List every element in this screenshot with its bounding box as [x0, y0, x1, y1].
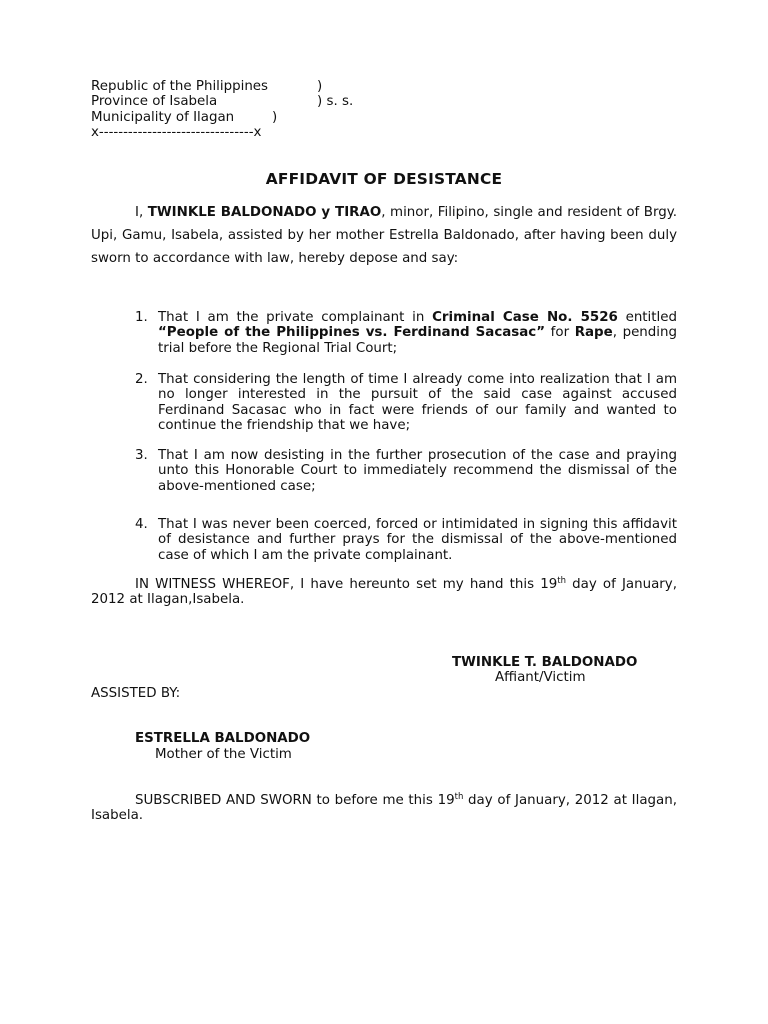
allegation-number: 4.: [135, 517, 148, 532]
venue-line-province: [91, 94, 354, 110]
witness-text: day of January, 2012 at Ilagan,Isabela.: [91, 577, 677, 608]
allegation-text: That I was never been coerced, forced or intimidated in signing this affidavit of desistance and further prays for the dismissal of the above-mentioned case of which I am the private complainant.: [158, 517, 677, 563]
allegation-text: That considering the length of time I already come into realization that I am no longer interested in the pursuit of the said case against accused Ferdinand Sacasac who in fact were friends of our family and wanted to continue the friendship that we have;: [158, 372, 677, 434]
venue-province-text: Province of Isabela: [91, 94, 218, 110]
mother-signature-name: ESTRELLA BALDONADO: [135, 731, 311, 746]
venue-republic-text: Republic of the Philippines: [91, 79, 269, 94]
venue-province-paren: ) s. s.: [317, 94, 354, 110]
intro-paragraph: [91, 201, 677, 271]
venue-line-republic: [91, 79, 323, 94]
intro-post: , minor, Filipino, single and resident of Brgy. Upi, Gamu, Isabela, assisted by her mother Estrella Baldonado, after having been duly sworn to accordance with law, hereby depose and say:: [91, 205, 677, 267]
allegation-number: 3.: [135, 448, 148, 463]
assisted-by-label: ASSISTED BY:: [91, 686, 181, 701]
jurat-text: SUBSCRIBED AND SWORN to before me this 19: [135, 793, 455, 808]
allegation-item-1: [135, 310, 677, 356]
allegation-item-3: [135, 448, 677, 494]
affiant-full-name: TWINKLE BALDONADO y TIRAO: [147, 205, 382, 220]
case-number: Criminal Case No. 5526: [432, 310, 618, 325]
witness-ordinal-suffix: th: [557, 576, 566, 586]
allegation-number: 1.: [135, 310, 148, 325]
intro-pre: I,: [135, 205, 148, 220]
affiant-signature-role: Affiant/Victim: [495, 670, 586, 685]
jurat-clause: [91, 793, 677, 824]
allegation-text-part: That I am the private complainant in: [158, 310, 433, 325]
witness-text: IN WITNESS WHEREOF, I have hereunto set my hand this 19: [135, 577, 558, 592]
venue-separator: x--------------------------------x: [91, 125, 262, 141]
venue-municipality-paren: ): [272, 109, 278, 125]
allegation-text: That I am now desisting in the further prosecution of the case and praying unto this Honorable Court to immediately recommend the dismissal of the above-mentioned case;: [158, 448, 677, 494]
case-title: “People of the Philippines vs. Ferdinand Sacasac”: [158, 325, 546, 341]
jurat-text: day of January, 2012 at Ilagan, Isabela.: [91, 793, 677, 824]
document-title: AFFIDAVIT OF DESISTANCE: [265, 170, 503, 188]
venue-municipality-text: Municipality of Ilagan: [91, 109, 235, 125]
allegation-item-4: [135, 517, 677, 563]
allegation-number: 2.: [135, 372, 148, 387]
allegation-text: [158, 310, 677, 356]
allegation-text-part: entitled: [617, 310, 677, 325]
witness-clause: [91, 577, 677, 608]
allegation-text-part: , pending trial before the Regional Trial Court;: [158, 325, 677, 356]
venue-line-municipality: [91, 109, 278, 125]
allegation-text-part: for: [545, 325, 575, 341]
venue-block: [91, 79, 354, 141]
jurat-ordinal-suffix: th: [454, 792, 464, 802]
case-offense: Rape: [574, 325, 613, 341]
venue-republic-paren: ): [317, 79, 323, 94]
affiant-signature-name: TWINKLE T. BALDONADO: [452, 655, 638, 670]
mother-signature-role: Mother of the Victim: [155, 747, 292, 762]
allegation-item-2: [135, 372, 677, 434]
